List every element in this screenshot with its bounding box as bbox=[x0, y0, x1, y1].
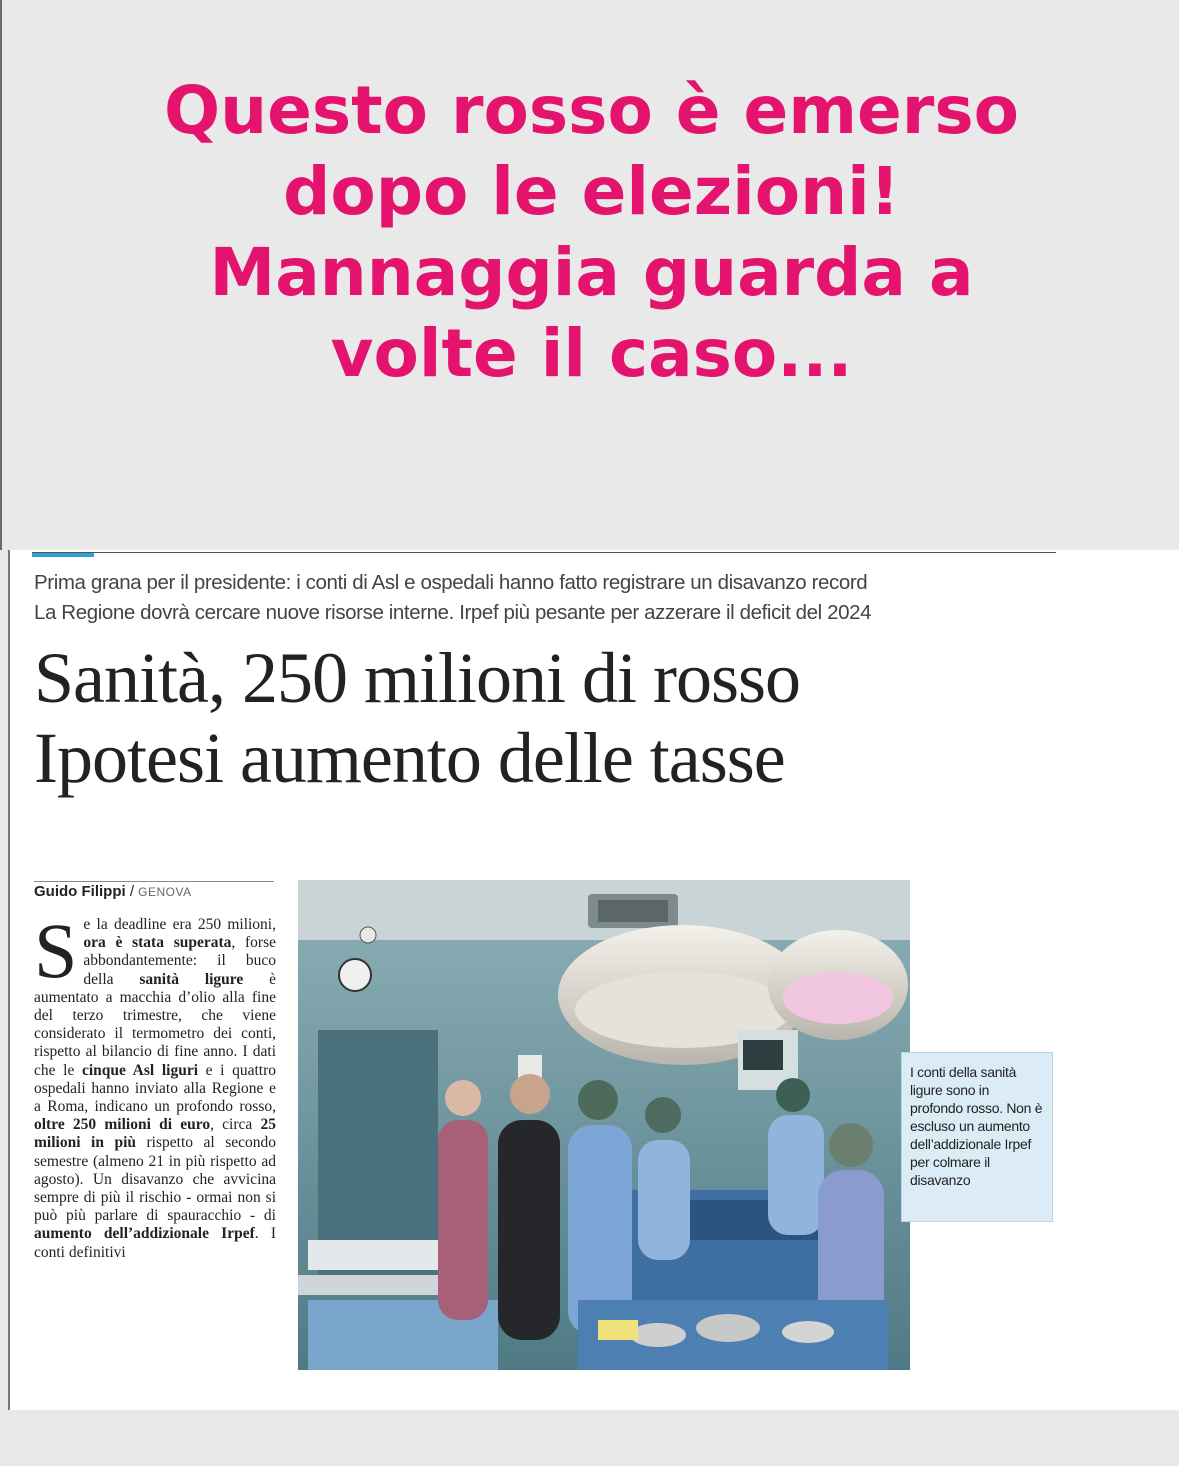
body-emphasis: oltre 250 milioni di euro bbox=[34, 1116, 211, 1134]
body-text-run: e la deadline era 250 milioni, bbox=[83, 916, 276, 933]
headline-line: Ipotesi aumento delle tasse bbox=[34, 718, 785, 798]
body-emphasis: cinque Asl liguri bbox=[81, 1061, 199, 1079]
bottom-strip bbox=[0, 1410, 1179, 1466]
body-text-run: è aumentato a macchia d’olio alla fine del terzo trimestre, che viene considerato il termometro dei conti, rispetto al bilancio di fine anno. I dati che le bbox=[34, 970, 276, 1079]
article-headline bbox=[34, 638, 1074, 798]
body-emphasis: ora è stata superata bbox=[83, 934, 232, 952]
body-text-run: , circa bbox=[210, 1116, 261, 1134]
top-rule bbox=[32, 552, 1056, 553]
body-text-run: rispetto al secondo semestre (almeno 21 in più rispetto ad agosto). Un disavanzo che avvicina sempre di più il rischio - ormai non si può più parlare di spauracchio - di bbox=[34, 1134, 276, 1225]
accent-bar bbox=[32, 553, 94, 557]
byline-author: Guido Filippi bbox=[34, 883, 126, 900]
article-body bbox=[34, 916, 276, 1410]
body-text-run: , forse abbondantemente: il buco della bbox=[83, 934, 276, 988]
headline-line: Sanità, 250 milioni di rosso bbox=[34, 638, 801, 718]
story-caption bbox=[42, 70, 1141, 394]
operating-room-photo bbox=[298, 880, 910, 1370]
body-emphasis: 25 milioni in più bbox=[34, 1116, 276, 1152]
article-subhead bbox=[34, 568, 1064, 628]
body-emphasis: sanità ligure bbox=[139, 970, 244, 988]
clipping-edge-rule bbox=[8, 550, 10, 1410]
article-photo bbox=[298, 880, 910, 1370]
byline-rule bbox=[34, 881, 274, 882]
caption-line: Mannaggia guarda a bbox=[209, 234, 974, 311]
body-text-run: . I conti definitivi bbox=[34, 1225, 276, 1261]
caption-line: Questo rosso è emerso bbox=[163, 72, 1019, 149]
article-byline bbox=[34, 883, 192, 900]
story-caption-area bbox=[0, 0, 1179, 550]
byline-city: GENOVA bbox=[138, 885, 192, 899]
subhead-line: La Regione dovrà cercare nuove risorse interne. Irpef più pesante per azzerare il deficit del 2024 bbox=[34, 601, 872, 624]
drop-cap: S bbox=[34, 916, 78, 994]
caption-line: dopo le elezioni! bbox=[283, 153, 900, 230]
caption-line: volte il caso... bbox=[330, 315, 853, 392]
newspaper-clipping bbox=[8, 550, 1179, 1410]
photo-caption: I conti della sanità ligure sono in profondo rosso. Non è escluso un aumento dell’addizionale Irpef per colmare il disavanzo bbox=[910, 1064, 1043, 1188]
photo-caption-box bbox=[901, 1052, 1053, 1222]
body-text-run: e i quattro ospedali hanno inviato alla Regione e a Roma, indicano un profondo rosso, bbox=[34, 1061, 276, 1116]
subhead-line: Prima grana per il presidente: i conti di Asl e ospedali hanno fatto registrare un disavanzo record bbox=[34, 571, 868, 594]
byline-separator: / bbox=[125, 883, 139, 900]
body-emphasis: aumento dell’addizionale Irpef bbox=[34, 1225, 255, 1243]
